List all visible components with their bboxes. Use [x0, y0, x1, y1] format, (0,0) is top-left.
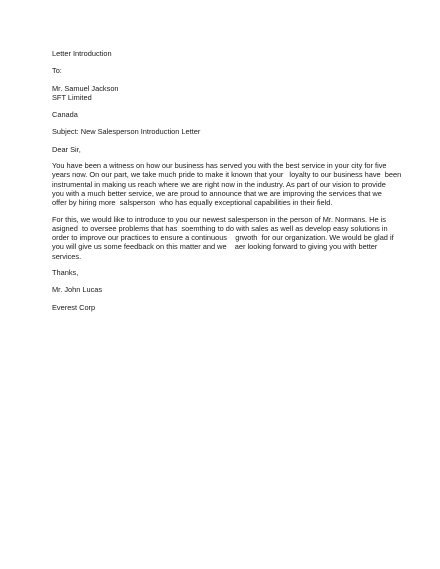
recipient-company: SFT Limited [52, 92, 92, 102]
paragraph-line: you with a much better service, we are proud to announce that we are improving the services that we [52, 188, 382, 198]
paragraph-line: You have been a witness on how our business has served you with the best service in your city for five [52, 161, 387, 171]
paragraph-line: services. [52, 251, 82, 261]
paragraph-line: order to improve our practices to ensure a continuous grwoth for our organization. We would be glad if [52, 233, 394, 243]
letter-heading: Letter Introduction [52, 49, 112, 58]
paragraph-line: asigned to oversee problems that has soemthing to do with sales as well as develop easy solutions in [52, 223, 388, 233]
paragraph-line: offer by hiring more salsperson who has equally exceptional capabilities in their field. [52, 198, 333, 208]
subject-line: Subject: New Salesperson Introduction Letter [52, 127, 201, 137]
paragraph-line: instrumental in making us reach where we are right now in the industry. As part of our vision to provide [52, 179, 386, 189]
sender-name: Mr. John Lucas [52, 285, 103, 295]
salutation: Dear Sir, [52, 144, 81, 154]
letter-body [52, 49, 402, 312]
to-label: To: [52, 66, 62, 76]
recipient-name: Mr. Samuel Jackson [52, 83, 119, 93]
recipient-country: Canada [52, 110, 78, 120]
paragraph-line: years now. On our part, we take much pride to make it known that your loyalty to our business have been [52, 170, 402, 180]
sender-company: Everest Corp [52, 302, 96, 312]
paragraph-1 [52, 161, 402, 208]
closing: Thanks, [52, 268, 79, 278]
paragraph-line: you will give us some feedback on this matter and we aer looking forward to giving you with better [52, 242, 378, 252]
paragraph-line: For this, we would like to introduce to you our newest salesperson in the person of Mr. Normans. He is [52, 214, 386, 224]
paragraph-2 [52, 215, 392, 261]
